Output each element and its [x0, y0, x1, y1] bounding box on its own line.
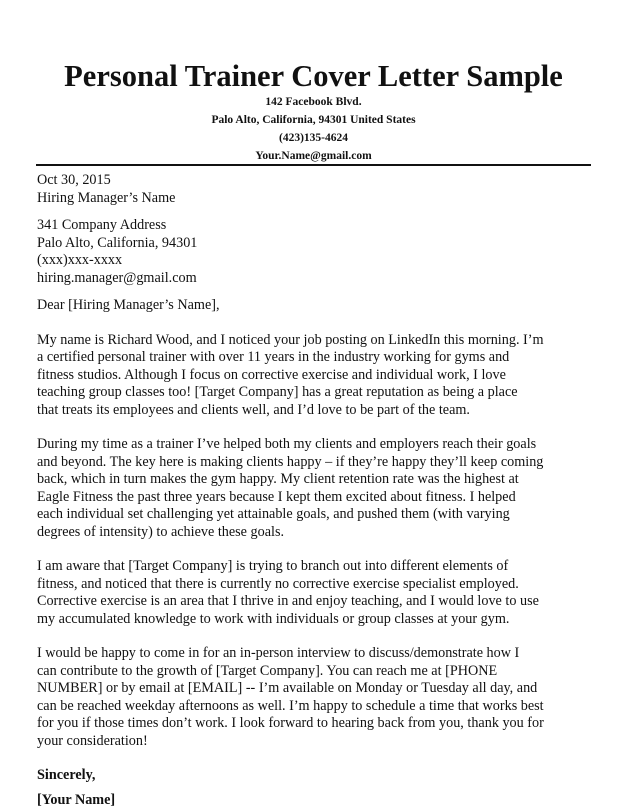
paragraph-line: can be reached weekday afternoons as well. I’m happy to schedule a time that works best — [37, 697, 544, 714]
company-address-line: 341 Company Address — [37, 217, 167, 233]
sender-phone: (423)135-4624 — [279, 132, 348, 144]
salutation: Dear [Hiring Manager’s Name], — [37, 297, 220, 313]
recipient-name: Hiring Manager’s Name — [37, 189, 176, 206]
signature: [Your Name] — [37, 791, 116, 808]
paragraph-line: my accumulated knowledge to work with individuals or group classes at your gym. — [37, 610, 510, 627]
closing-block — [37, 767, 607, 809]
paragraph-line: each individual set challenging yet attainable goals, and pushed them (with varying — [37, 506, 510, 522]
paragraph-line: a certified personal trainer with over 11 years in the industry working for gyms and — [37, 349, 510, 365]
paragraph-line: NUMBER] or by email at [EMAIL] -- I’m available on Monday or Tuesday all day, and — [37, 680, 538, 696]
paragraph-line: and beyond. The key here is making clients happy – if they’re happy they’ll keep coming — [37, 453, 544, 470]
paragraph-line: During my time as a trainer I’ve helped both my clients and employers reach their goals — [37, 436, 537, 452]
sender-city: Palo Alto, California, 94301 United States — [211, 114, 416, 126]
sender-contact-block — [0, 93, 627, 165]
paragraph-line: degrees of intensity) to achieve these goals. — [37, 523, 285, 540]
paragraph-line: Eagle Fitness the past three years because I kept them excited about fitness. I helped — [37, 488, 516, 505]
paragraph-line: fitness studios. Although I focus on corrective exercise and individual work, I love — [37, 366, 506, 383]
paragraph-4 — [37, 645, 607, 750]
paragraph-line: your consideration! — [37, 732, 148, 749]
company-phone-line: (xxx)xxx-xxxx — [37, 252, 123, 268]
sender-email: Your.Name@gmail.com — [255, 150, 372, 162]
document-title: Personal Trainer Cover Letter Sample — [64, 59, 563, 93]
paragraph-1 — [37, 332, 607, 420]
paragraph-line: for you if those times don’t work. I look forward to hearing back from you, thank you for — [37, 715, 544, 731]
header-divider — [36, 164, 591, 166]
paragraph-line: teaching group classes too! [Target Company] has a great reputation as being a place — [37, 384, 518, 400]
sender-address: 142 Facebook Blvd. — [265, 96, 362, 108]
letter-date: Oct 30, 2015 — [37, 172, 111, 188]
paragraph-line: fitness, and noticed that there is currently no corrective exercise specialist employed. — [37, 575, 519, 592]
paragraph-3 — [37, 558, 607, 628]
paragraph-2 — [37, 436, 607, 541]
paragraph-line: I would be happy to come in for an in-person interview to discuss/demonstrate how I — [37, 645, 520, 661]
letter-body — [37, 172, 607, 809]
closing: Sincerely, — [37, 767, 96, 783]
paragraph-line: My name is Richard Wood, and I noticed your job posting on LinkedIn this morning. I’m — [37, 331, 544, 348]
paragraph-line: back, which in turn makes the gym happy. My client retention rate was the highest at — [37, 471, 519, 487]
paragraph-line: can contribute to the growth of [Target Company]. You can reach me at [PHONE — [37, 662, 498, 679]
company-city-line: Palo Alto, California, 94301 — [37, 234, 198, 251]
paragraph-line: that treats its employees and clients well, and I’d love to be part of the team. — [37, 401, 470, 418]
paragraph-line: I am aware that [Target Company] is trying to branch out into different elements of — [37, 558, 509, 574]
paragraph-line: Corrective exercise is an area that I thrive in and enjoy teaching, and I would love to use — [37, 593, 539, 609]
company-address-block — [37, 217, 607, 287]
company-email-line: hiring.manager@gmail.com — [37, 269, 197, 286]
